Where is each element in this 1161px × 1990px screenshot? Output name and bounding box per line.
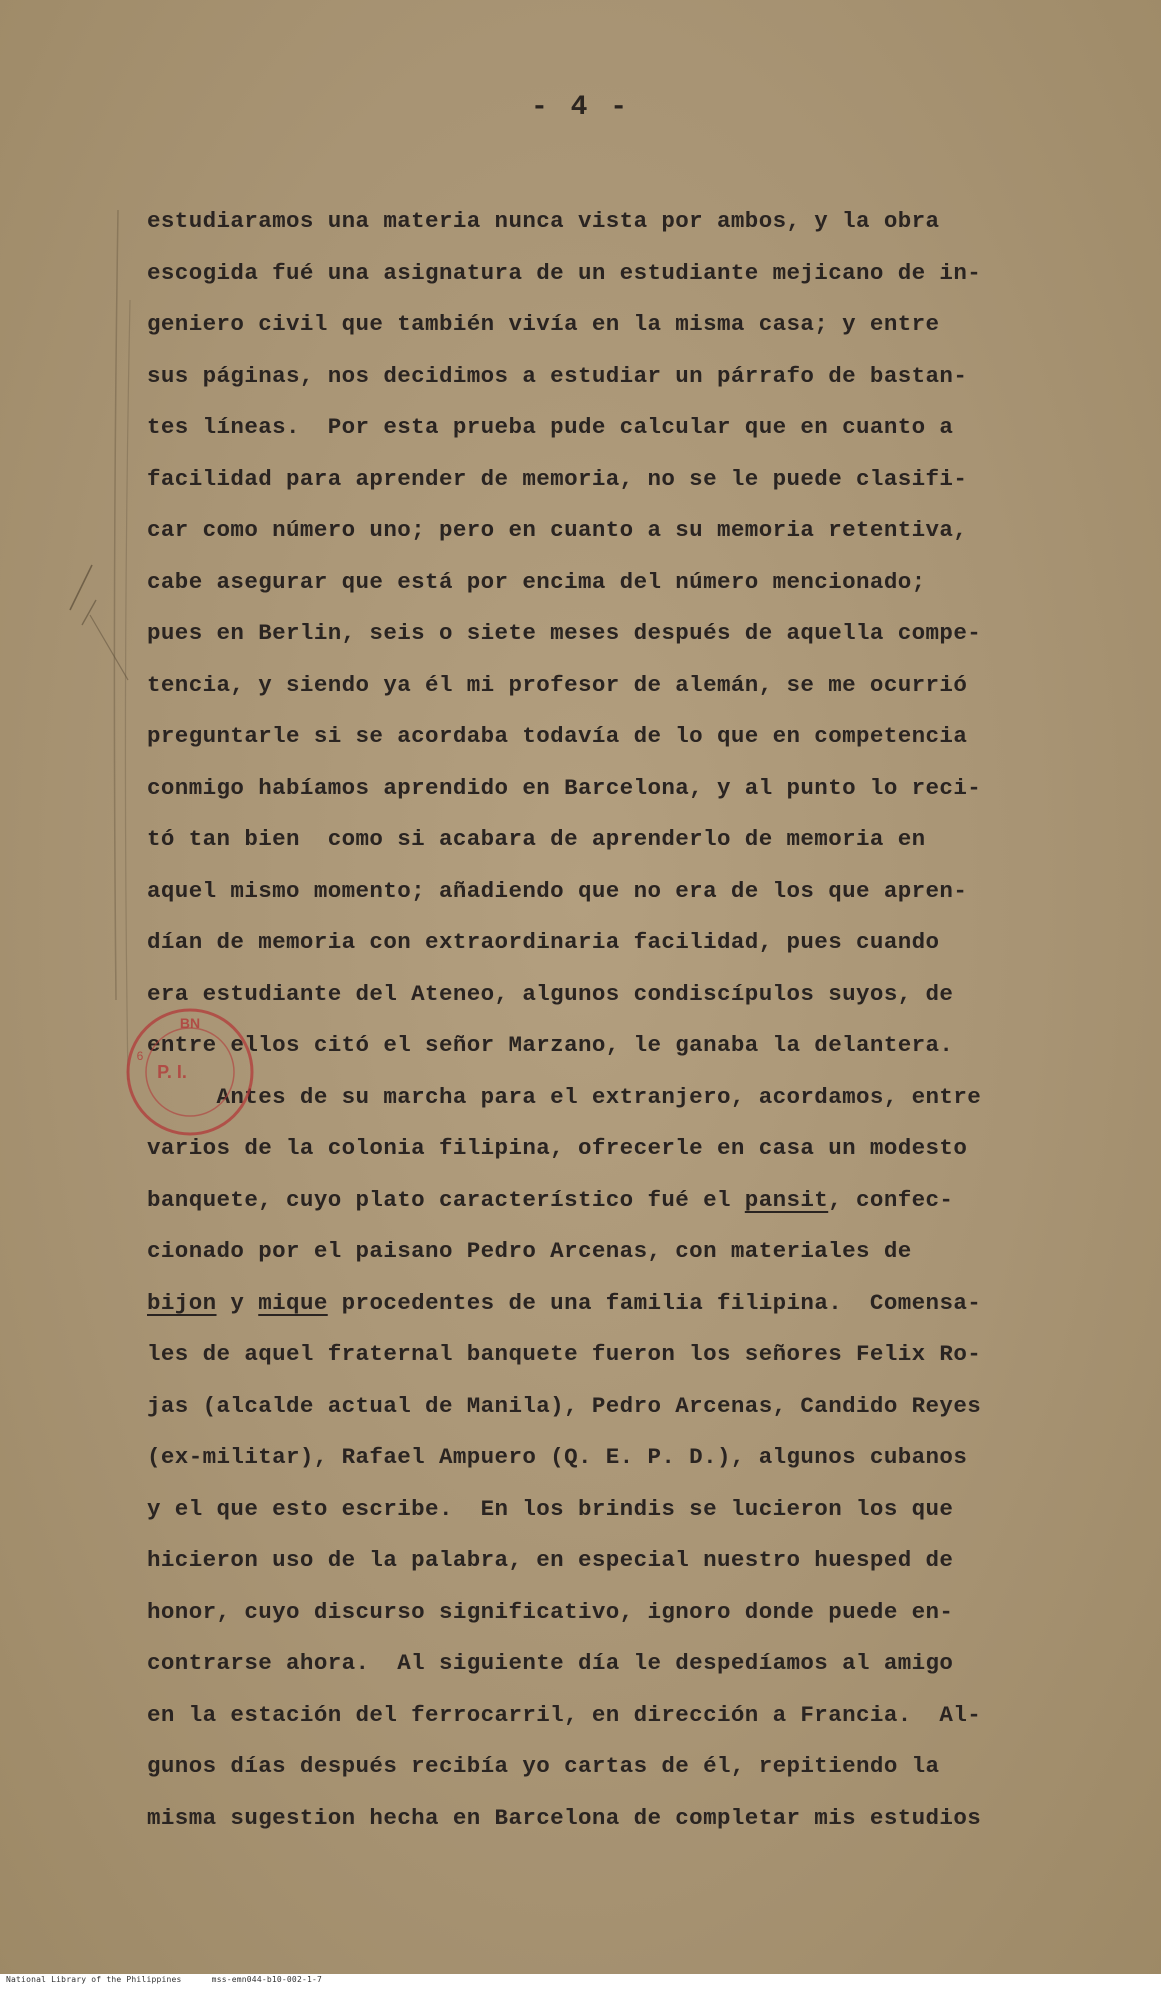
text-line: tencia, y siendo ya él mi profesor de alemán, se me ocurrió [147, 671, 968, 698]
text-line: varios de la colonia filipina, ofrecerle en casa un modesto [147, 1135, 968, 1161]
stamp-top-text: BN [179, 1015, 201, 1031]
text-line: y el que esto escribe. En los brindis se lucieron los que [147, 1495, 954, 1522]
text-segment: y [216, 1289, 259, 1316]
underlined-word: mique [258, 1289, 328, 1316]
text-line: estudiaramos una materia nunca vista por ambos, y la obra [147, 208, 940, 234]
text-line: geniero civil que también vivía en la misma casa; y entre [147, 311, 940, 337]
text-line: les de aquel fraternal banquete fueron los señores Felix Ro- [147, 1341, 982, 1367]
text-line: misma sugestion hecha en Barcelona de completar mis estudios [147, 1804, 982, 1831]
text-line: dían de memoria con extraordinaria facilidad, pues cuando [147, 929, 940, 955]
text-line: honor, cuyo discurso significativo, ignoro donde puede en- [147, 1598, 954, 1625]
text-line: en la estación del ferrocarril, en dirección a Francia. Al- [147, 1701, 982, 1728]
text-line: preguntarle si se acordaba todavía de lo que en competencia [147, 723, 968, 749]
text-line: tes líneas. Por esta prueba pude calcular que en cuanto a [147, 414, 954, 440]
text-line: sus páginas, nos decidimos a estudiar un párrafo de bastan- [147, 362, 968, 389]
text-line: gunos días después recibía yo cartas de él, repitiendo la [147, 1753, 940, 1779]
text-line: pues en Berlin, seis o siete meses después de aquella compe- [147, 620, 982, 646]
text-segment: banquete, cuyo plato característico fué el [147, 1186, 745, 1213]
text-line: hicieron uso de la palabra, en especial nuestro huesped de [147, 1547, 954, 1573]
text-line: cabe asegurar que está por encima del número mencionado; [147, 568, 926, 595]
stamp-center-text: P. I. [157, 1062, 187, 1082]
body-text [147, 196, 1067, 1844]
text-line: aquel mismo momento; añadiendo que no era de los que apren- [147, 877, 968, 904]
text-line: entre ellos citó el señor Marzano, le ganaba la delantera. [147, 1032, 954, 1058]
underlined-word: pansit [744, 1186, 829, 1213]
text-line: Antes de su marcha para el extranjero, acordamos, entre [147, 1083, 982, 1110]
underlined-word: bijon [147, 1289, 217, 1316]
text-line: escogida fué una asignatura de un estudiante mejicano de in- [147, 259, 982, 286]
text-line: car como número uno; pero en cuanto a su memoria retentiva, [147, 517, 968, 543]
stamp-number: 6 [136, 1049, 144, 1063]
library-stamp [120, 1002, 260, 1142]
text-line-underlined [147, 1278, 1067, 1330]
text-line: tó tan bien como si acabara de aprenderlo de memoria en [147, 826, 926, 852]
text-line-underlined [147, 1175, 1067, 1227]
text-line: (ex-militar), Rafael Ampuero (Q. E. P. D.), algunos cubanos [147, 1444, 968, 1470]
text-segment: , confec- [828, 1186, 954, 1213]
text-line: facilidad para aprender de memoria, no se le puede clasifi- [147, 465, 968, 492]
text-line: jas (alcalde actual de Manila), Pedro Arcenas, Candido Reyes [147, 1392, 982, 1419]
text-line: contrarse ahora. Al siguiente día le despedíamos al amigo [147, 1650, 954, 1676]
text-segment: procedentes de una familia filipina. Comensa- [327, 1289, 982, 1316]
page-number: - 4 - [530, 92, 630, 123]
text-line: conmigo habíamos aprendido en Barcelona, y al punto lo reci- [147, 774, 982, 801]
footer-caption: National Library of the Philippines mss-emn044-b10-002-1-7 [6, 1975, 323, 1984]
text-line: cionado por el paisano Pedro Arcenas, con materiales de [147, 1238, 912, 1264]
text-line: era estudiante del Ateneo, algunos condiscípulos suyos, de [147, 980, 954, 1007]
